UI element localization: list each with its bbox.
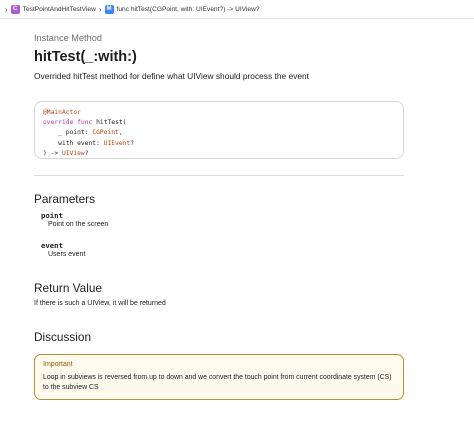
code-line-attribute — [43, 108, 395, 118]
code-param2-type[interactable]: UIEvent — [103, 139, 131, 147]
abstract: Overrided hitTest method for define what UIView should process the event — [34, 71, 309, 81]
chevron-right-icon: › — [5, 4, 8, 14]
code-keyword-func: func — [77, 119, 93, 127]
param-name-point: point — [41, 211, 63, 220]
code-param2-opt: ? — [130, 139, 135, 147]
code-param1-label: _ point: — [58, 129, 93, 137]
discussion-heading: Discussion — [34, 330, 92, 344]
symbol-kind: Instance Method — [34, 33, 102, 43]
param-desc-point: Point on the screen — [48, 221, 109, 228]
code-line-signature — [43, 118, 395, 128]
page-title: hitTest(_:with:) — [34, 49, 137, 65]
chevron-right-icon: › — [98, 4, 102, 14]
section-divider — [34, 175, 404, 176]
param-name-event: event — [41, 241, 63, 250]
code-line-param2 — [43, 139, 395, 149]
aside-title: Important — [43, 361, 73, 368]
aside-text: Loop in subviews is reversed from up to down and we convert the touch point from current coordinate system (CS) to the subview CS — [43, 374, 392, 391]
breadcrumb-item-method[interactable]: func hitTest(CGPoint, with: UIEvent?) -> UIView? — [116, 5, 260, 13]
code-param2-label: with event: — [58, 139, 104, 147]
class-icon: C — [11, 5, 20, 14]
return-value-heading: Return Value — [34, 281, 102, 295]
breadcrumb — [0, 0, 474, 19]
important-aside — [34, 354, 404, 400]
parameters-heading: Parameters — [34, 192, 95, 206]
code-param1-sep: , — [118, 129, 123, 137]
code-line-param1 — [43, 128, 395, 138]
method-icon: M — [106, 6, 112, 12]
code-return-type[interactable]: UIView — [61, 149, 85, 157]
breadcrumb-item-class[interactable]: TestPointAndHitTestView — [22, 5, 96, 13]
code-func-name: hitTest( — [96, 119, 127, 127]
param-desc-event: Users event — [48, 251, 86, 258]
code-return-arrow: ) -> — [43, 149, 62, 157]
code-return-opt: ? — [84, 149, 89, 157]
return-value-text: If there is such a UIView, it will be returned — [34, 300, 166, 307]
code-line-return — [43, 149, 395, 159]
declaration-code — [34, 101, 404, 159]
code-keyword-override: override — [43, 119, 74, 127]
code-attribute: @MainActor — [43, 109, 81, 116]
code-param1-type[interactable]: CGPoint — [92, 129, 119, 137]
